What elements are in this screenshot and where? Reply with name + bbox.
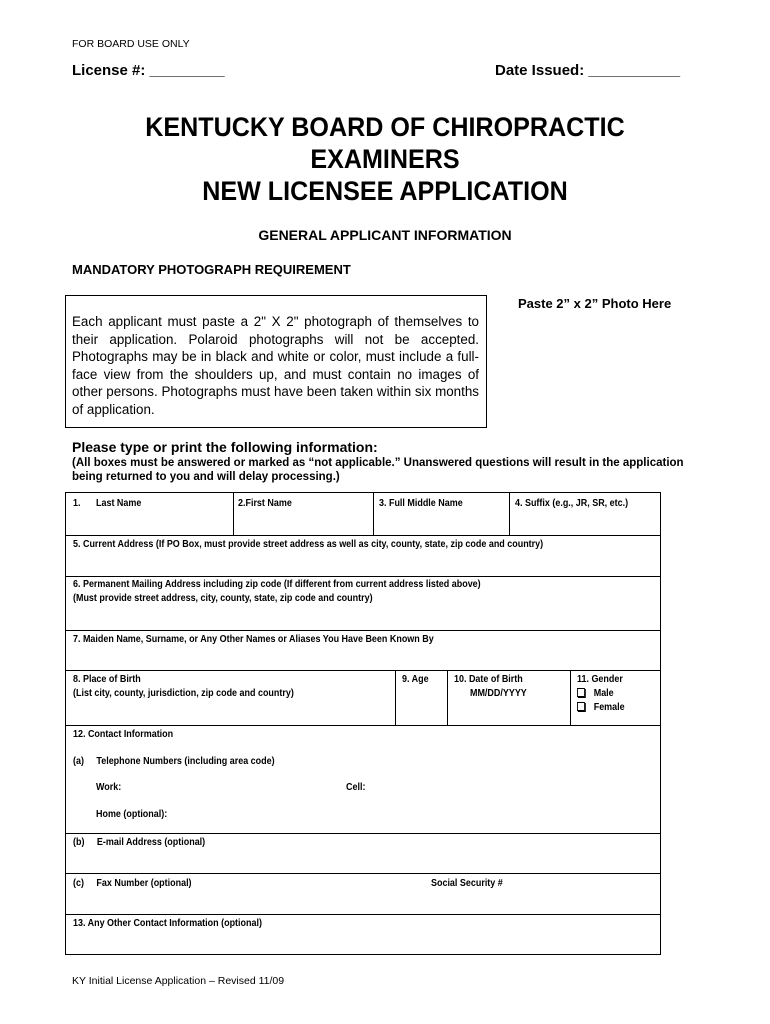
social-security-field[interactable]: Social Security # — [431, 878, 503, 889]
current-address-field[interactable]: 5. Current Address (If PO Box, must provide street address as well as city, county, state, zip code and country) — [73, 539, 544, 550]
date-issued-field: Date Issued: ___________ — [495, 62, 681, 79]
checkbox-icon[interactable] — [577, 688, 585, 697]
row-divider — [66, 630, 660, 631]
row-divider — [66, 535, 660, 536]
first-name-field[interactable]: 2.First Name — [238, 498, 292, 509]
gender-field: 11. Gender — [577, 674, 623, 685]
row-divider — [66, 725, 660, 726]
row-divider — [66, 873, 660, 874]
suffix-field[interactable]: 4. Suffix (e.g., JR, SR, etc.) — [515, 498, 629, 509]
email-address-field[interactable]: (b) E-mail Address (optional) — [73, 837, 206, 848]
fax-number-field[interactable]: (c) Fax Number (optional) — [73, 878, 192, 889]
board-use-label: FOR BOARD USE ONLY — [72, 38, 190, 50]
contact-information-heading: 12. Contact Information — [73, 729, 174, 740]
applicant-information-form — [65, 492, 661, 955]
column-divider — [447, 670, 448, 725]
last-name-field[interactable]: Last Name — [96, 498, 142, 509]
title-line-1: KENTUCKY BOARD OF CHIROPRACTIC — [145, 112, 625, 142]
field-1-number: 1. — [73, 498, 81, 509]
photo-requirement-heading: MANDATORY PHOTOGRAPH REQUIREMENT — [72, 262, 351, 277]
date-of-birth-field[interactable]: 10. Date of Birth — [454, 674, 523, 685]
female-label: Female — [593, 702, 625, 713]
photo-paste-area-label: Paste 2” x 2” Photo Here — [518, 296, 672, 311]
home-phone-field[interactable]: Home (optional): — [96, 809, 168, 820]
column-divider — [509, 493, 510, 535]
other-contact-field[interactable]: 13. Any Other Contact Information (optional) — [73, 918, 262, 929]
row-divider — [66, 576, 660, 577]
checkbox-icon[interactable] — [577, 702, 585, 711]
license-number-field: License #: _________ — [72, 62, 225, 79]
place-of-birth-note: (List city, county, jurisdiction, zip code and country) — [73, 688, 294, 699]
row-divider — [66, 914, 660, 915]
age-field[interactable]: 9. Age — [402, 674, 429, 685]
mailing-address-field[interactable]: 6. Permanent Mailing Address including zip code (If different from current address listed above) — [73, 579, 481, 590]
other-names-field[interactable]: 7. Maiden Name, Surname, or Any Other Names or Aliases You Have Been Known By — [73, 634, 434, 645]
male-label: Male — [593, 688, 614, 699]
column-divider — [233, 493, 234, 535]
footer-revision: KY Initial License Application – Revised 11/09 — [72, 975, 285, 987]
row-divider — [66, 833, 660, 834]
place-of-birth-field[interactable]: 8. Place of Birth — [73, 674, 141, 685]
gender-option-female[interactable] — [577, 701, 625, 715]
section-subtitle: GENERAL APPLICANT INFORMATION — [258, 227, 512, 243]
instructions-note: (All boxes must be answered or marked as “not applicable.” Unanswered questions will result in the application being returned to you and will delay processing.) — [72, 457, 684, 483]
title-line-3: NEW LICENSEE APPLICATION — [202, 176, 568, 206]
title-line-2: EXAMINERS — [310, 144, 460, 174]
cell-phone-field[interactable]: Cell: — [346, 782, 366, 793]
mailing-address-note: (Must provide street address, city, county, state, zip code and country) — [73, 593, 373, 604]
work-phone-field[interactable]: Work: — [96, 782, 122, 793]
gender-option-male[interactable] — [577, 687, 614, 701]
instructions-heading: Please type or print the following information: — [72, 439, 378, 455]
column-divider — [570, 670, 571, 725]
telephone-numbers-label: (a) Telephone Numbers (including area code) — [73, 756, 275, 767]
column-divider — [373, 493, 374, 535]
column-divider — [395, 670, 396, 725]
photo-requirement-text: Each applicant must paste a 2" X 2" photograph of themselves to their application. Polaroid photographs will not be accepted. Photographs may be in black and white or color, must include a full-face view from the shoulders up, and must contain no images of other persons. Photographs must have been taken within six months of application. — [72, 314, 479, 417]
middle-name-field[interactable]: 3. Full Middle Name — [379, 498, 463, 509]
date-of-birth-format: MM/DD/YYYY — [470, 688, 527, 699]
